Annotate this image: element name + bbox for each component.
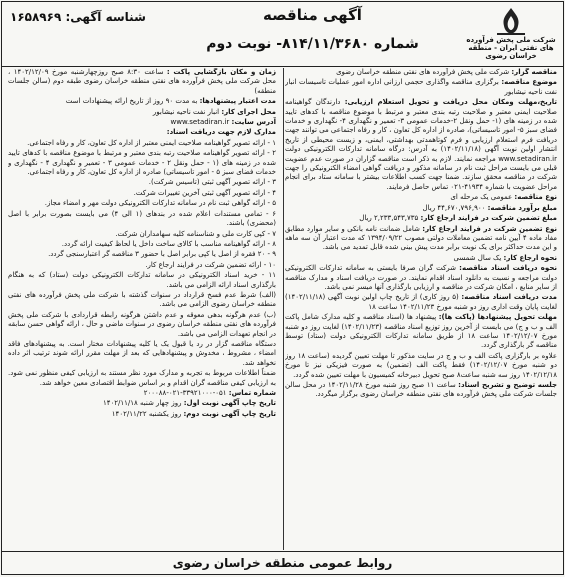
- paragraph: [8, 311, 276, 339]
- paragraph-label: نحوه ارجاع کار:: [503, 253, 557, 262]
- paragraph: [8, 128, 276, 137]
- paragraph-text: (۵ روز کاری) از تاریخ چاپ اولین نوبت آگهی (۱۴۰۲/۱۱/۱۸) لغایت پایان وقت اداری روز دو شنبه مورخ ۱۴۰۲/۱۱/۲۳ ساعت ۱۸: [285, 293, 557, 311]
- paragraph-label: تاریخ چاپ آگهی نوبت دوم:: [183, 409, 276, 418]
- notice-header: [2, 2, 563, 67]
- paragraph-text: ۷ - کپی کارت ملی و شناسنامه کلیه سهامداران شرکت.: [115, 229, 276, 238]
- paragraph-text: ۹ - ۲۰ فقره از اصل یا کپی برابر اصل با حضور ۳ مناقصه گر اعتبارسنجی گردد.: [48, 250, 276, 259]
- paragraph-text: روز یکشنبه ۱۴۰۲/۱۱/۲۲: [111, 409, 182, 418]
- paragraph: [285, 381, 557, 400]
- paragraph: [285, 193, 557, 202]
- paragraph-text: ۵ - ارائه گواهی ثبت نام در سامانه تدارکات الکترونیکی دولت مهر و امضاء مجاز.: [44, 199, 276, 208]
- paragraph-text: ۰۵۱-۳۳۹۲۱۰۰۰-۰۲۱-۲۰۰۰۸۸: [143, 389, 227, 397]
- paragraph-text: ساعت ۸:۳۰ صبح روزچهارشنبه مورخ ۱۴۰۲/۱۲/۰۹ ، محل شرکت ملی پخش فرآورده های نفتی منطقه خراسان رضوی طبقه دوم (سالن جلسات منطقه): [8, 68, 276, 95]
- paragraph-label: محل اجرای کار:: [221, 107, 276, 116]
- title-box: [172, 6, 453, 54]
- paragraph-text: دستگاه مناقصه گزار در رد یا قبول یک یا کلیه پیشنهادات مختار است. به پیشنهادهای فاقد امضاء ، مشروط ، مخدوش و پیشنهادهایی که بعد از مهلت مقرر ارائه شوند ترتیب اثر داده نخواهد شد.: [8, 339, 276, 367]
- paragraph-text: دارندگان گواهینامه صلاحیت ایمنی معتبر و صلاحیت رتبه بندی معتبر و مرتبط با موضوع مناقصه با کدهای تایید شده در زمینه های (۱- حمل ونقل ۲-خدمات عمومی ۳- تعمیر و نگهداری ۴- نگهداری و خدمات فضای سبز ۵- امور تاسیساتی)، صادره از اداره کل تعاون ، کار و رفاه اجتماعی می توانند جهت دریافت فرم استعلام ارزیابی و فرم کوتاهمدتی بهداشتی، ایمنی، و زیست محیطی از تاریخ انتشار اولین نوبت آگهی (۱۴۰۲/۱۱/۱۸) به آدرس: درگاه سامانه تدارکات الکترونیکی دولت www.setadiran.ir مراجعه نمایند. لازم به ذکر است مناقصه گزاران در صورت عدم عضویت قبلی می بایست مراحل ثبت نام در سامانه مذکور و دریافت گواهی امضاء الکترونیکی را جهت شرکت در مناقصه محقق سازند. ضمنا جهت کسب اطلاعات بیشتر با سامانه ستاد برای انجام مراحل عضویت با شماره ۴۱۹۳۴-۰۲۱ تماس حاصل فرمایند.: [285, 98, 557, 191]
- paragraph-label: مناقصه گزار:: [511, 68, 557, 76]
- paragraph-text: عمومی یک مرحله ای: [450, 193, 513, 202]
- paragraph: [285, 352, 557, 380]
- paragraph: [8, 399, 276, 408]
- paragraph: [8, 230, 276, 239]
- paragraph-text: ۲,۲۳۳,۵۴۳,۷۳۵ ریال: [359, 214, 419, 223]
- paragraph-label: مدت دریافت اسناد مناقصه:: [461, 293, 557, 302]
- paragraph-text: به مدت ۹۰ روز از تاریخ ارائه پیشنهادات است: [65, 97, 198, 106]
- paragraph-label: تاریخ،مهلت ومکان محل دریافت و تحویل استعلام ارزیابی:: [344, 98, 557, 107]
- paragraph-text: شرکت ملی پخش فرآورده های نفتی منطقه خراسان رضوی: [336, 68, 510, 76]
- paragraph: [285, 68, 557, 77]
- paragraph-label: تاریخ چاپ آگهی نوبت اول:: [183, 399, 276, 408]
- paragraph-text: ۱۱ - خرید اسناد الکترونیکی در سامانه تدارکات الکترونیکی دولت (ستاد) که به هنگام بارگذاری اسناد ارائه الزامی می باشد.: [8, 271, 276, 289]
- paragraph-text: علاوه بر بارگزاری پاکت الف و ب و ج در سایت مذکور تا مهلت تعیین گردیده (ساعت ۱۸ روز دو شنبه مورخ ۱۴۰۲/۱۲/۰۷) فقط پاکت الف (تضمین) به صورت فیزیکی نیز تا مورخ ۱۴۰۲/۱۲/۱۸ روز سه شنبه ساعت۸ صبح تحویل دبیرخانه کمیسیون با مهلت تعیین شده گردد.: [285, 351, 557, 379]
- paragraph: [8, 369, 276, 388]
- paragraph: [8, 68, 276, 96]
- company-logo: [465, 6, 557, 62]
- paragraph: [8, 291, 276, 310]
- tender-notice: [1, 1, 564, 575]
- paragraph-label: نوع مناقصه:: [514, 193, 557, 202]
- paragraph: [285, 254, 557, 263]
- paragraph: [8, 271, 276, 290]
- paragraph-text: برگزاری مناقصه واگذاری حجمی ارزانی اداره امور عملیات تاسیسات انبار نفت ناحیه نیشابور: [285, 78, 557, 96]
- paragraph-label: مبلغ تضمین شرکت در فرایند ارجاع کار:: [420, 214, 557, 223]
- paragraph-label: شماره تماس:: [228, 389, 276, 397]
- paragraph: [8, 240, 276, 249]
- paragraph-text: ۲ - ارائه تصویر گواهینامه صلاحیت رتبه بندی معتبر و مرتبط با موضوع مناقصه با کدهای تایید شده در زمینه های (۱ - حمل ونقل ۲ - خدمات عمومی ۳ - تعمیر و نگهداری ۴ - نگهداری و خدمات فضای سبز ۵ - امور تاسیساتی) صادره از اداره کل تعاون، کار و رفاه اجتماعی.: [8, 149, 276, 177]
- paragraph-text: یک سال شمسی: [453, 253, 502, 262]
- paragraph-label: نوع تضمین شرکت در فرایند ارجاع کار:: [422, 224, 557, 233]
- paragraph-text: ۶ - تمامی مستندات اعلام شده در بندهای (۱ الی ۴) می بایست بصورت برابر با اصل (محضری) باشند.: [8, 209, 276, 228]
- paragraph: [8, 210, 276, 229]
- paragraph-label: مهلت تحویل پیشنهادها (پاکت ها):: [438, 313, 557, 322]
- left-column: [8, 68, 276, 550]
- paragraph: [285, 98, 557, 192]
- paragraph-text: ۴ - ارائه تصویر آگهی ثبتی آخرین تغییرات شرکت.: [133, 188, 276, 197]
- paragraph: [8, 139, 276, 148]
- notice-title: آگهی مناقصه: [263, 6, 362, 24]
- ad-identifier: شناسه آگهی: ۱۶۵۸۹۶۹: [10, 10, 146, 24]
- logo-text: شرکت ملی پخش فرآورده های نفتی ایران - منطقه خراسان رضوی: [466, 36, 556, 60]
- paragraph: [8, 199, 276, 208]
- right-column: [285, 68, 557, 550]
- paragraph-label: موضوع مناقصه:: [501, 78, 557, 87]
- paragraph: [285, 78, 557, 97]
- paragraph-label: مبلغ برآورد مناقصه:: [487, 203, 557, 212]
- paragraph: [8, 410, 276, 419]
- paragraph-text: ضمناً اطلاعات مربوط به تجربه و مدارک مورد نظر مستند به ارزیابی کیفی منظور نمی شود. به ارزیابی کیفی مناقصه گران اقدام و بر اساس ضوابط اقتصادی معین خواهد شد.: [8, 369, 276, 387]
- paragraph-text: ۳ - ارائه تصویر آگهی ثبتی (تاسیس شرکت).: [148, 178, 276, 187]
- paragraph: [8, 149, 276, 177]
- paragraph-text: ۸ - ارائه گواهینامه مناسب با کالای ساخت داخل یا لحاظ کیفیت ارائه گردد.: [61, 239, 276, 248]
- paragraph-text: ۱ - ارائه تصویر گواهینامه صلاحیت ایمنی معتبر از اداره کل تعاون، کار و رفاه اجتماعی.: [27, 138, 276, 147]
- footer-public-relations: روابط عمومی منطقه خراسان رضوی: [2, 551, 563, 574]
- paragraph-label: نحوه دریافت اسناد مناقصه:: [459, 264, 557, 273]
- flame-logo-icon: [492, 6, 530, 36]
- paragraph: [8, 340, 276, 368]
- paragraph-text: شامل ضمانت نامه بانکی و سایر موارد مطابق مفاد ماده ۴ آیین نامه تضمین معاملات دولتی مصوب ۱۳۹۴/۰۹/۲۲ که مدت اعتبار آن سه ماهه و این مدت حداکثر برای یک نوبت برابر مدت پیش بینی شده قابل تمدید می باشد.: [285, 224, 557, 252]
- paragraph: [285, 293, 557, 312]
- paragraph-text: شرکت گران صرفا بایستی به سامانه تدارکات الکترونیکی دولت مراجعه و نسبت به دانلود اسناد اقدام نمایند. در صورت دریافت اسناد و مدارک مناقصه از سایر منابع ، امکان شرکت در مناقصه و ارزیابی بارگذاری آنها میسر نمی باشد.: [285, 264, 557, 291]
- paragraph-label: جلسه توضیح و تشریح اسناد:: [458, 381, 557, 389]
- paragraph: [8, 118, 276, 127]
- paragraph-label: آدرس سایت:: [231, 118, 276, 127]
- paragraph-label: مدارک لازم جهت دریافت اسناد:: [166, 128, 276, 137]
- paragraph: [285, 264, 557, 292]
- paragraph-text: انبار نفت ناحیه نیشابور: [152, 107, 220, 116]
- paragraph-text: روز چهار شنبه ۱۴۰۲/۱۱/۱۸: [102, 399, 182, 408]
- paragraph-text: www.setadiran.ir: [170, 118, 230, 127]
- paragraph: [285, 313, 557, 351]
- paragraph-text: (الف) شرط عدم فسخ قرارداد در سنوات گذشته با شرکت ملی پخش فرآورده های نفتی منطقه خراسان رضوی الزامی می باشد.: [8, 290, 276, 309]
- paragraph-text: پیشنهاد ها (اسناد مناقصه و کلیه مدارک شامل پاکت الف و ب و ج) می بایست از آخرین روز توزیع اسناد مناقصه (۱۴۰۲/۱۱/۲۳) لغایت روز دو شنبه مورخ ۱۴۰۲/۱۲/۰۷ ساعت ۱۸ از طریق سامانه تدارکات الکترونیکی دولت (ستاد) توسط مناقصه گر بارگذاری گردد.: [285, 313, 557, 350]
- paragraph: [8, 261, 276, 270]
- paragraph: [8, 108, 276, 117]
- paragraph-label: زمان و مکان بازگشایی پاکت :: [166, 68, 276, 76]
- paragraph: [8, 389, 276, 398]
- paragraph-text: ۱۰ - ارائه تضمین شرکت در فرایند ارجاع کار.: [145, 260, 276, 269]
- paragraph: [285, 214, 557, 223]
- paragraph: [8, 189, 276, 198]
- paragraph: [8, 250, 276, 259]
- paragraph-text: ساعت ۱۱ صبح روز شنبه مورخ ۱۴۰۲/۱۱/۲۸ در محل سالن جلسات شرکت ملی پخش فرآورده های نفتی منطقه خراسان رضوی برگزار میگردد.: [285, 381, 557, 399]
- paragraph: [285, 204, 557, 213]
- paragraph-text: (ب) عدم هرگونه بدهی معوقه و عدم داشتن هرگونه رابطه قراردادی با شرکت ملی پخش فرآورده های نفتی منطقه خراسان رضوی در سنوات ماضی و حال ، ارائه گواهی حسن سابقه در انجام تعهدات الزامی می باشد.: [8, 310, 276, 338]
- column-divider: [283, 68, 284, 550]
- paragraph-text: ۴۴,۶۷۰,۷۹۶,۹۰۰ ریال: [422, 203, 486, 212]
- notice-number: شماره ۸۱۴/۱۱/۳۶۸۰- نوبت دوم: [206, 36, 419, 52]
- paragraph: [8, 97, 276, 106]
- paragraph: [285, 225, 557, 253]
- paragraph: [8, 178, 276, 187]
- paragraph-label: مدت اعتبار پیشنهادها:: [199, 97, 276, 106]
